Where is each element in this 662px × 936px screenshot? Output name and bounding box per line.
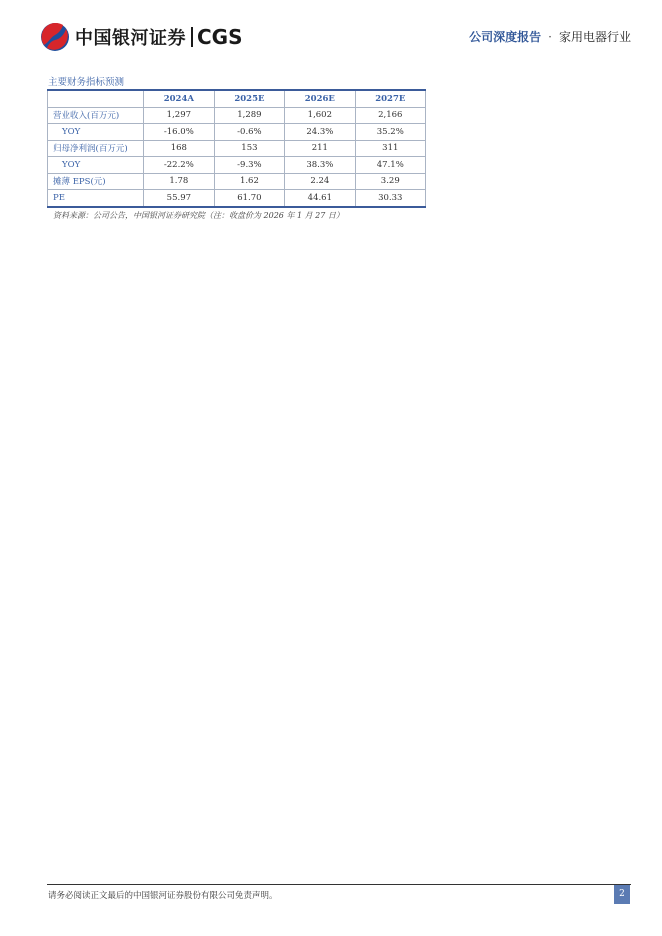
row-label: 摊薄 EPS(元): [48, 173, 144, 190]
row-label: PE: [48, 190, 144, 207]
table-cell: 44.61: [285, 190, 355, 207]
table-header-cell: 2024A: [144, 90, 215, 107]
table-cell: 2.24: [285, 173, 355, 190]
table-header-row: [48, 90, 426, 107]
table-header-cell: [48, 90, 144, 107]
table-cell: 1.62: [214, 173, 284, 190]
table-cell: 3.29: [355, 173, 425, 190]
table-cell: 1,602: [285, 107, 355, 124]
table-row: [48, 107, 426, 124]
page-number: 2: [614, 885, 630, 904]
table-cell: 38.3%: [285, 157, 355, 174]
financial-forecast-table: [47, 89, 426, 208]
table-cell: 153: [214, 140, 284, 157]
table-cell: 1,297: [144, 107, 215, 124]
table-cell: -9.3%: [214, 157, 284, 174]
table-row: [48, 124, 426, 141]
table-cell: -16.0%: [144, 124, 215, 141]
table-source-note: 资料来源：公司公告，中国银河证券研究院（注：收盘价为 2026 年 1 月 27 日）: [53, 211, 344, 220]
table-cell: 1.78: [144, 173, 215, 190]
table-cell: 61.70: [214, 190, 284, 207]
table-header-cell: 2026E: [285, 90, 355, 107]
logo-chinese-name: 中国银河证券: [75, 28, 186, 49]
table-row: [48, 140, 426, 157]
table-cell: 211: [285, 140, 355, 157]
table-row: [48, 190, 426, 207]
company-logo: [40, 22, 243, 52]
table-cell: 35.2%: [355, 124, 425, 141]
header-separator: ·: [548, 29, 552, 44]
row-label: YOY: [48, 157, 144, 174]
table-header-cell: 2027E: [355, 90, 425, 107]
header-report-info: [469, 28, 631, 45]
industry-label: 家用电器行业: [558, 30, 631, 44]
table-cell: 30.33: [355, 190, 425, 207]
table-cell: 24.3%: [285, 124, 355, 141]
table-cell: 2,166: [355, 107, 425, 124]
table-cell: 311: [355, 140, 425, 157]
logo-english-name: CGS: [197, 25, 243, 49]
table-row: [48, 157, 426, 174]
table-cell: -22.2%: [144, 157, 215, 174]
table-cell: 47.1%: [355, 157, 425, 174]
cgs-logo-icon: [40, 22, 70, 52]
row-label: 归母净利润(百万元): [48, 140, 144, 157]
table-cell: 168: [144, 140, 215, 157]
row-label: 营业收入(百万元): [48, 107, 144, 124]
report-type: 公司深度报告: [469, 30, 542, 44]
table-cell: 1,289: [214, 107, 284, 124]
table-header-cell: 2025E: [214, 90, 284, 107]
footer-divider: [47, 884, 631, 885]
table-cell: 55.97: [144, 190, 215, 207]
logo-divider: [191, 27, 193, 47]
footer-disclaimer: 请务必阅读正文最后的中国银河证券股份有限公司免责声明。: [48, 891, 278, 901]
table-title: 主要财务指标预测: [48, 77, 125, 88]
row-label: YOY: [48, 124, 144, 141]
table-cell: -0.6%: [214, 124, 284, 141]
table-row: [48, 173, 426, 190]
